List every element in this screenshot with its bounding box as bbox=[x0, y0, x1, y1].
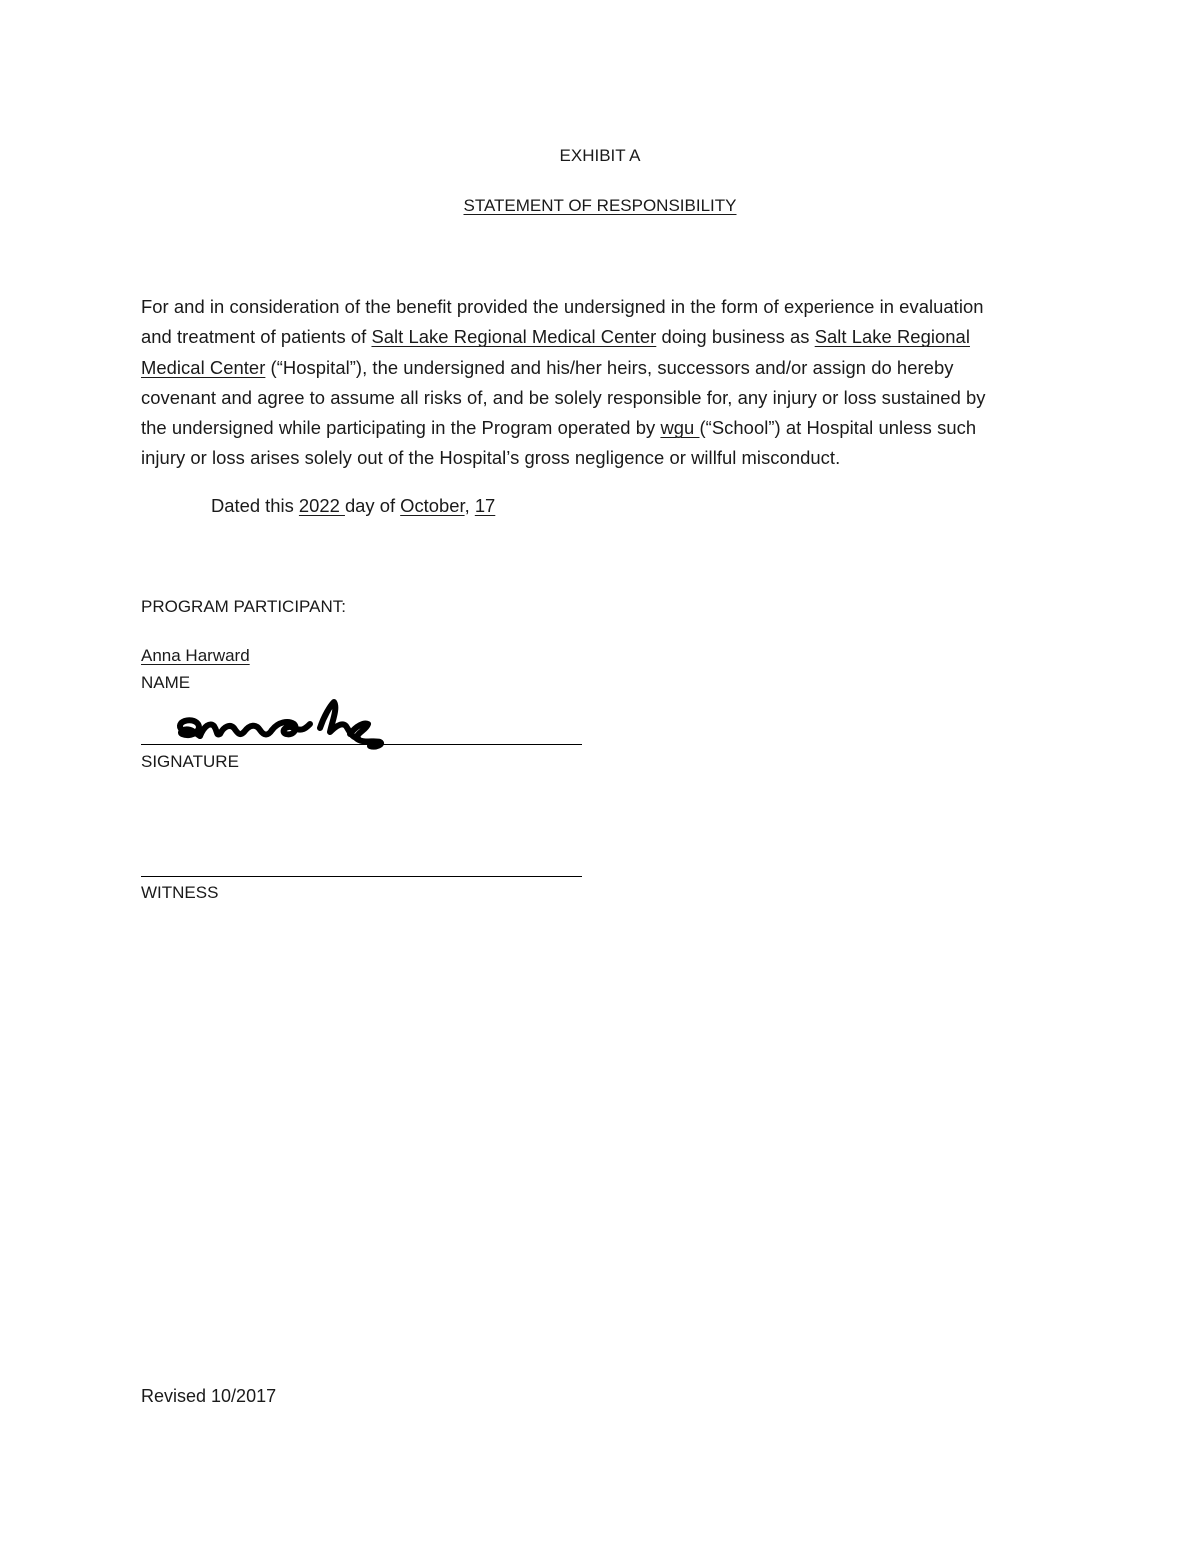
participant-name: Anna Harward bbox=[141, 646, 250, 665]
dated-comma: , bbox=[464, 495, 475, 516]
hospital-name: Salt Lake Regional Medical Center bbox=[371, 326, 657, 348]
handwritten-signature bbox=[170, 698, 400, 756]
paragraph-text: the undersigned while participating in the Program operated by bbox=[141, 417, 661, 439]
participant-name-value bbox=[141, 646, 250, 666]
responsibility-paragraph bbox=[141, 292, 1076, 474]
paragraph-line-4: covenant and agree to assume all risks of, and be solely responsible for, any injury or loss sustained by bbox=[141, 386, 986, 408]
paragraph-text: doing business as bbox=[656, 326, 815, 348]
paragraph-line-5 bbox=[141, 413, 1076, 443]
dated-mid: day of bbox=[344, 495, 401, 516]
name-label: NAME bbox=[141, 673, 191, 692]
hospital-name: Salt Lake Regional bbox=[814, 326, 970, 348]
statement-title-text: STATEMENT OF RESPONSIBILITY bbox=[463, 196, 737, 215]
exhibit-title: EXHIBIT A bbox=[559, 146, 641, 165]
revision-footer: Revised 10/2017 bbox=[141, 1386, 277, 1406]
paragraph-line-1: For and in consideration of the benefit provided the undersigned in the form of experience in evaluation bbox=[141, 296, 984, 317]
dated-month: October bbox=[400, 495, 465, 516]
paragraph-line-3 bbox=[141, 353, 1076, 383]
dated-year: 2022 bbox=[298, 495, 345, 516]
participant-heading: PROGRAM PARTICIPANT: bbox=[141, 597, 346, 616]
paragraph-line-2 bbox=[141, 322, 1076, 352]
dated-prefix: Dated this bbox=[211, 495, 299, 516]
witness-label: WITNESS bbox=[141, 883, 219, 902]
paragraph-text: (“School”) at Hospital unless such bbox=[699, 417, 977, 439]
dated-day: 17 bbox=[474, 495, 496, 516]
signature-label: SIGNATURE bbox=[141, 752, 239, 771]
witness-line bbox=[141, 876, 582, 877]
statement-title bbox=[0, 196, 1200, 216]
paragraph-text: and treatment of patients of bbox=[141, 326, 372, 348]
paragraph-line-6: injury or loss arises solely out of the Hospital’s gross negligence or willful misconduct. bbox=[141, 447, 841, 469]
dated-line bbox=[211, 494, 495, 518]
hospital-name: Medical Center bbox=[141, 356, 266, 378]
paragraph-text: (“Hospital”), the undersigned and his/her heirs, successors and/or assign do hereby bbox=[265, 356, 954, 378]
signature-line bbox=[141, 744, 582, 745]
school-name: wgu bbox=[660, 417, 700, 439]
